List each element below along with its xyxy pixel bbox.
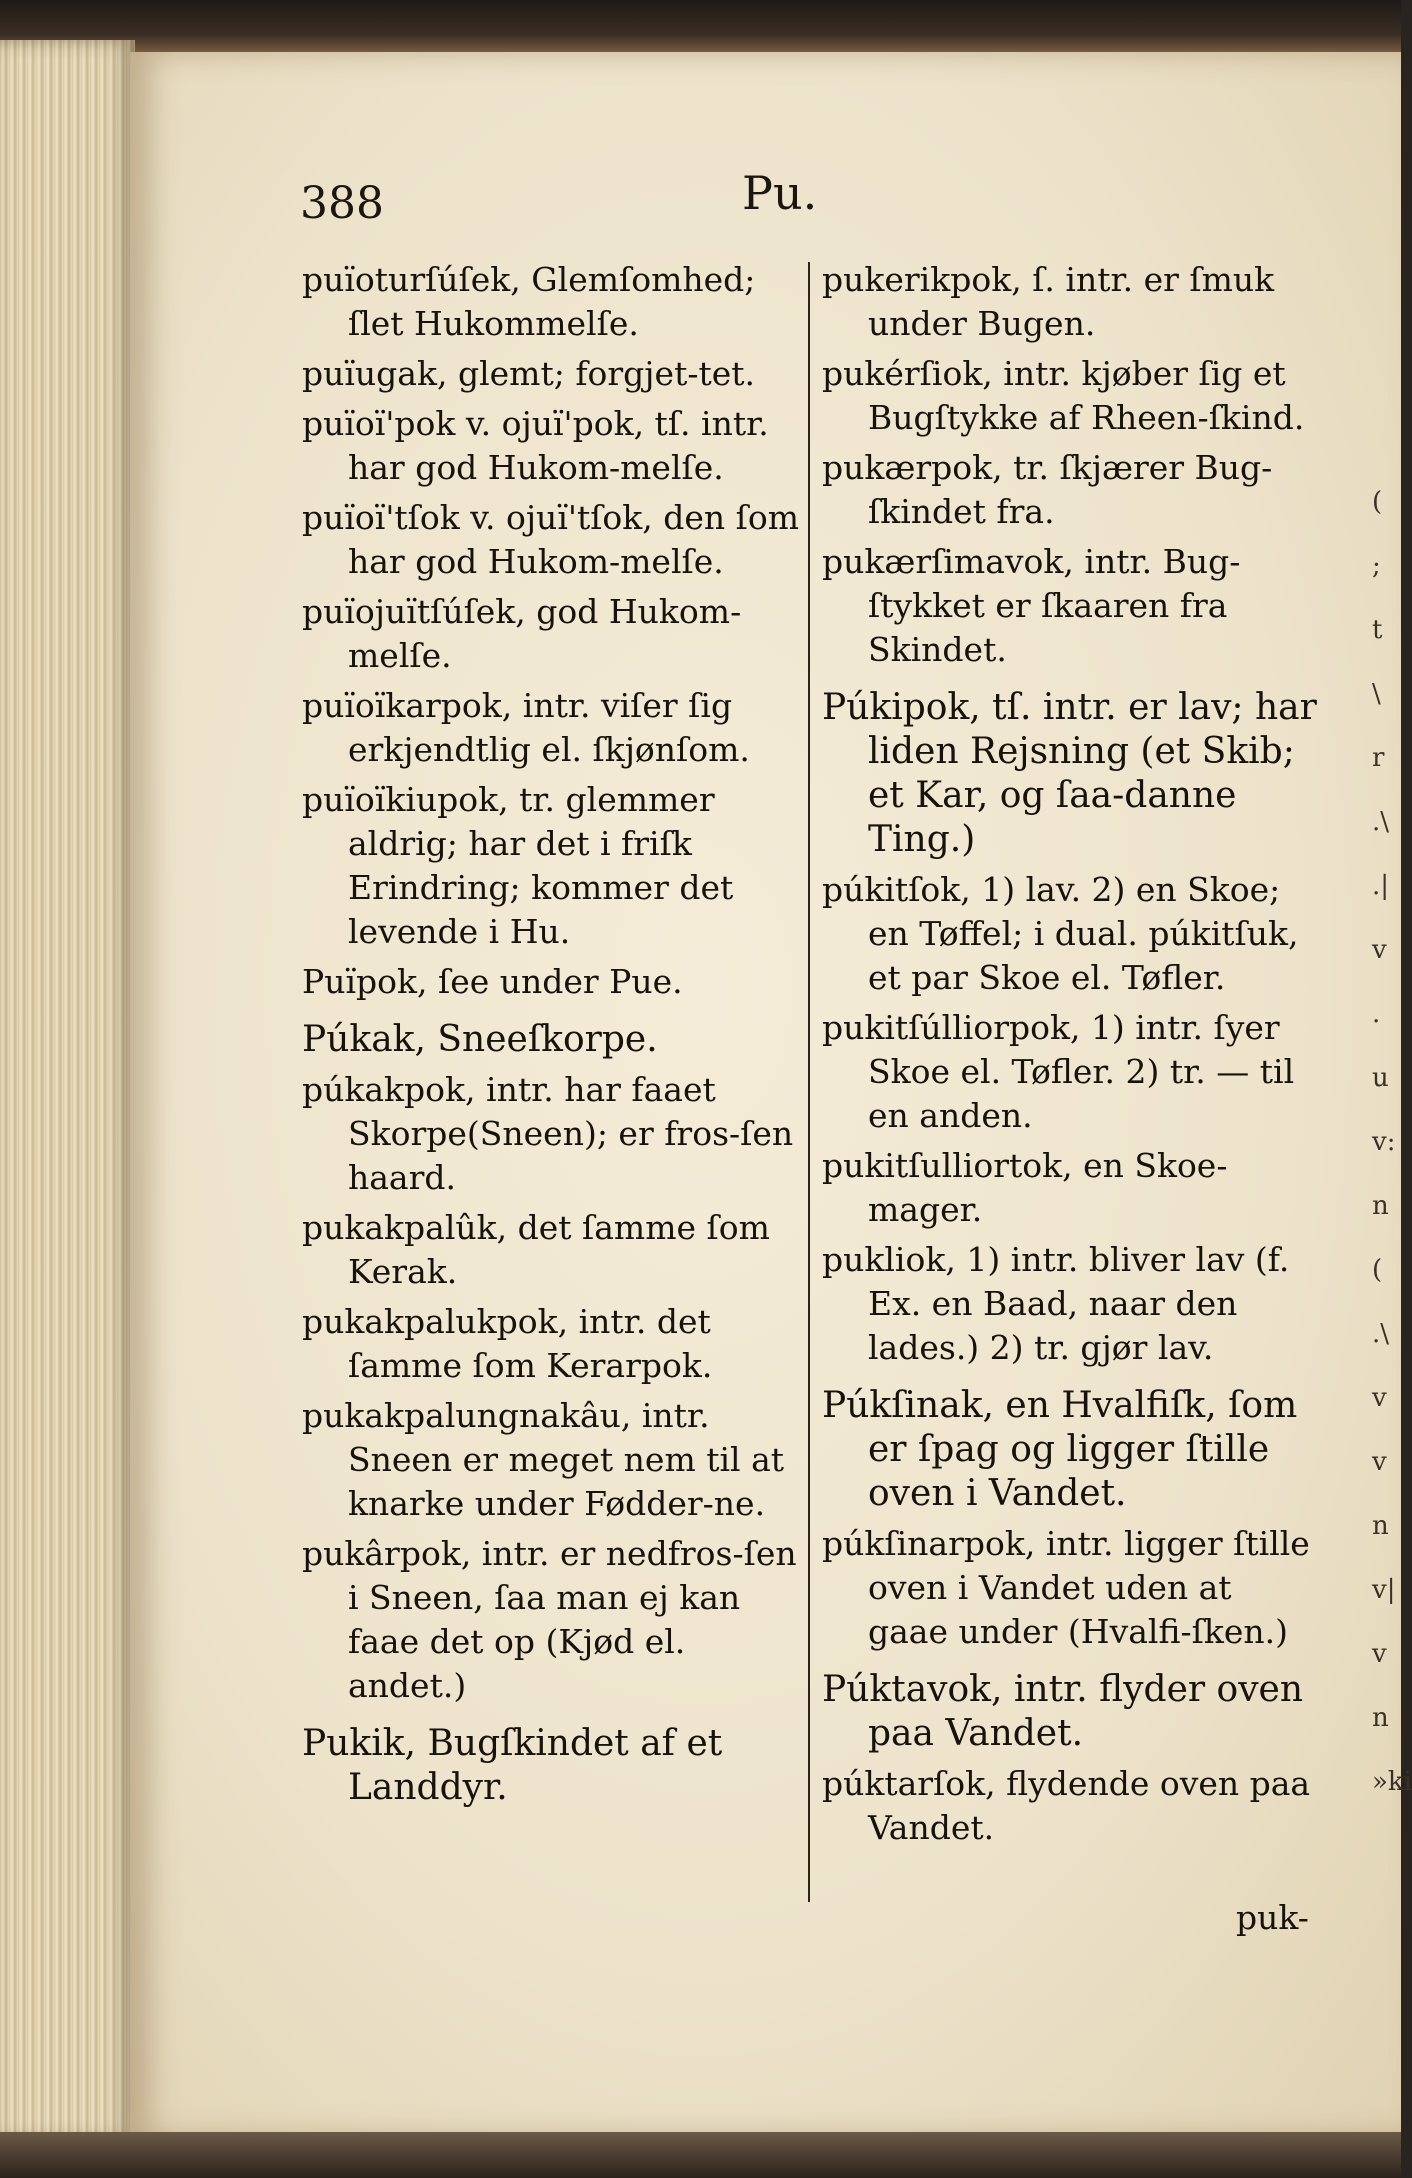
dictionary-entry: púkſinarpok, intr. ligger ſtille oven i Vandet uden at gaae under (Hvalfi-ſken.): [822, 1524, 1310, 1651]
right-column: [822, 258, 1322, 1856]
edge-fragment: v: [1372, 1639, 1387, 1669]
dictionary-entry: Púkipok, tſ. intr. er lav; har liden Rejsning (et Skib; et Kar, og ſaa-danne Ting.): [822, 687, 1317, 860]
book-top-edge: [0, 0, 1401, 58]
dictionary-entry: Puïpok, ſee under Pue.: [302, 962, 683, 1001]
running-head: Pu.: [742, 166, 818, 220]
edge-fragment: v:: [1372, 1127, 1396, 1157]
edge-fragment: ;: [1372, 551, 1381, 581]
dictionary-entry: pukærpok, tr. ſkjærer Bug-ſkindet fra.: [822, 448, 1273, 531]
dictionary-entry: puïoï'tſok v. ojuï'tſok, den ſom har god Hukom-melſe.: [302, 498, 800, 581]
catchword: puk-: [1236, 1898, 1309, 1937]
edge-fragment: .\: [1372, 1319, 1390, 1349]
edge-fragment: n: [1372, 1703, 1389, 1733]
dictionary-entry: Púktavok, intr. flyder oven paa Vandet.: [822, 1669, 1304, 1754]
dictionary-entry: pukérſiok, intr. kjøber ſig et Bugſtykke af Rheen-ſkind.: [822, 354, 1305, 437]
dictionary-entry: pukitſúlliorpok, 1) intr. ſyer Skoe el. Tøfler. 2) tr. — til en anden.: [822, 1008, 1295, 1135]
dictionary-entry: pukærſimavok, intr. Bug-ſtykket er ſkaaren fra Skindet.: [822, 542, 1241, 669]
dictionary-entry: púktarſok, flydende oven paa Vandet.: [822, 1764, 1311, 1847]
dictionary-entry: puïoï'pok v. ojuï'pok, tſ. intr. har god Hukom-melſe.: [302, 404, 769, 487]
dictionary-entry: pukliok, 1) intr. bliver lav (f. Ex. en Baad, naar den lades.) 2) tr. gjør lav.: [822, 1240, 1290, 1367]
dictionary-entry: pukakpalukpok, intr. det ſamme ſom Kerarpok.: [302, 1302, 713, 1385]
dictionary-entry: pukakpalûk, det ſamme ſom Kerak.: [302, 1208, 770, 1291]
edge-fragment: n: [1372, 1191, 1389, 1221]
edge-fragment: u: [1372, 1063, 1389, 1093]
dictionary-entry: puïojuïtſúſek, god Hukom-melſe.: [302, 592, 742, 675]
dictionary-entry: Púkak, Sneeſkorpe.: [302, 1019, 658, 1060]
edge-fragment: r: [1372, 743, 1385, 773]
edge-fragment: v: [1372, 1383, 1387, 1413]
edge-fragment: (: [1372, 1255, 1383, 1285]
page-number: 388: [300, 178, 384, 229]
edge-fragment: .|: [1372, 871, 1390, 901]
edge-fragment: .: [1372, 999, 1381, 1029]
dictionary-entry: pukitſulliortok, en Skoe-mager.: [822, 1146, 1228, 1229]
book-bottom-edge: [0, 2132, 1401, 2178]
edge-fragment: v|: [1372, 1575, 1396, 1605]
dictionary-entry: púkitſok, 1) lav. 2) en Skoe; en Tøffel; i dual. púkitſuk, et par Skoe el. Tøfler.: [822, 870, 1299, 997]
dictionary-entry: pukakpalungnakâu, intr. Sneen er meget nem til at knarke under Fødder-ne.: [302, 1396, 785, 1523]
dictionary-entry: pukârpok, intr. er nedfros-ſen i Sneen, ſaa man ej kan faae det op (Kjød el. andet.): [302, 1534, 797, 1705]
dictionary-entry: Pukik, Bugſkindet af et Landdyr.: [302, 1723, 723, 1808]
dictionary-entry: puïoturſúſek, Glemſomhed; ſlet Hukommelſe.: [302, 260, 756, 343]
dictionary-entry: Púkſinak, en Hvalfiſk, ſom er ſpag og ligger ſtille oven i Vandet.: [822, 1385, 1298, 1514]
facing-page-edge-fragments: [1372, 470, 1412, 1814]
edge-fragment: n: [1372, 1511, 1389, 1541]
edge-fragment: (: [1372, 487, 1383, 517]
dictionary-entry: puïoïkiupok, tr. glemmer aldrig; har det i friſk Erindring; kommer det levende i Hu.: [302, 780, 734, 951]
book-spine-edge: [0, 40, 135, 2140]
edge-fragment: »ki: [1372, 1767, 1412, 1797]
dictionary-entry: pukerikpok, ſ. intr. er ſmuk under Bugen.: [822, 260, 1275, 343]
edge-fragment: v: [1372, 935, 1387, 965]
edge-fragment: v: [1372, 1447, 1387, 1477]
dictionary-entry: púkakpok, intr. har faaet Skorpe(Sneen); er fros-ſen haard.: [302, 1070, 794, 1197]
edge-fragment: t: [1372, 615, 1383, 645]
edge-fragment: .\: [1372, 807, 1390, 837]
edge-fragment: \: [1372, 679, 1381, 709]
column-divider: [808, 262, 810, 1902]
dictionary-entry: puïoïkarpok, intr. viſer ſig erkjendtlig el. ſkjønſom.: [302, 686, 750, 769]
left-column: [302, 258, 808, 1816]
dictionary-entry: puïugak, glemt; forgjet-tet.: [302, 354, 756, 393]
